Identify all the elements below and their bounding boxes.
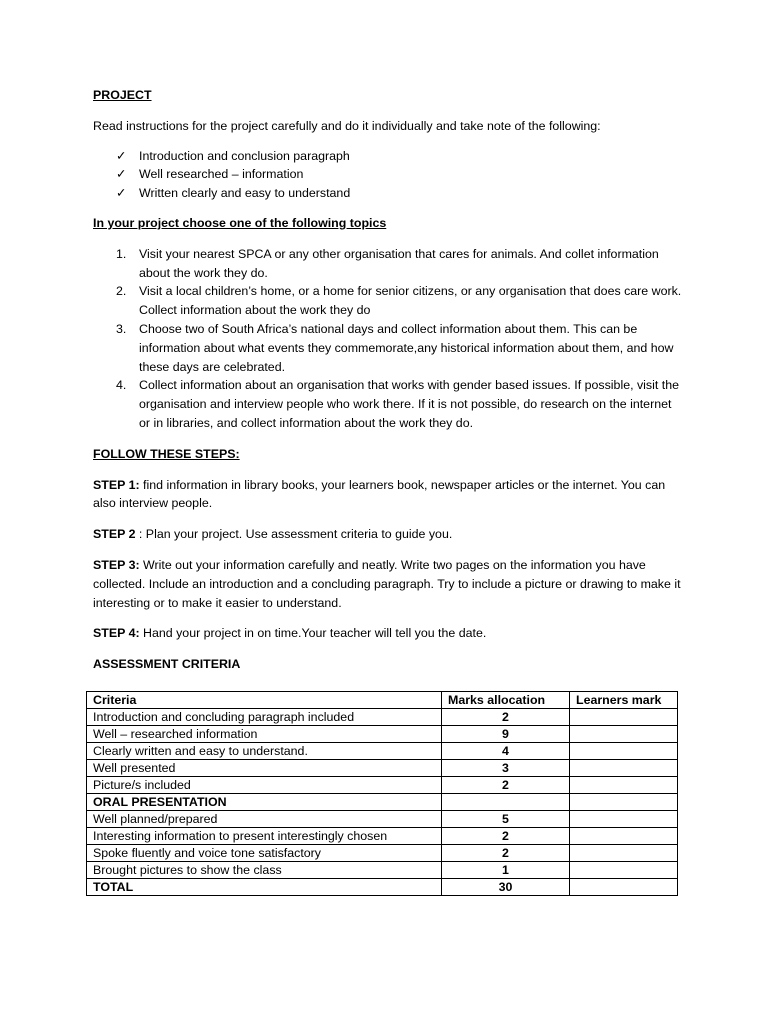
table-total-row bbox=[87, 879, 678, 896]
criteria-cell: Interesting information to present interestingly chosen bbox=[87, 828, 442, 845]
checklist bbox=[93, 147, 683, 203]
marks-cell: 2 bbox=[442, 845, 570, 862]
marks-cell: 1 bbox=[442, 862, 570, 879]
marks-cell: 30 bbox=[442, 879, 570, 896]
step-label: STEP 2 bbox=[93, 527, 136, 542]
topic-item: 2. Visit a local children’s home, or a home for senior citizens, or any organisation that does care work. Collect information about the work they do bbox=[116, 284, 682, 318]
marks-cell: 4 bbox=[442, 743, 570, 760]
checkmark-icon: ✓ bbox=[116, 186, 127, 201]
table-row bbox=[87, 709, 678, 726]
learner-mark-cell[interactable] bbox=[570, 828, 678, 845]
learner-mark-cell[interactable] bbox=[570, 709, 678, 726]
table-row bbox=[87, 845, 678, 862]
criteria-cell: Well – researched information bbox=[87, 726, 442, 743]
step-label: STEP 3: bbox=[93, 557, 140, 572]
intro-text: Read instructions for the project carefully and do it individually and take note of the following: bbox=[93, 118, 601, 133]
table-row bbox=[87, 743, 678, 760]
marks-cell: 2 bbox=[442, 828, 570, 845]
page-title: PROJECT bbox=[93, 88, 152, 102]
list-number: 4. bbox=[116, 378, 127, 393]
learner-mark-cell[interactable] bbox=[570, 879, 678, 896]
learner-mark-cell[interactable] bbox=[570, 862, 678, 879]
column-header: Criteria bbox=[87, 692, 442, 709]
learner-mark-cell[interactable] bbox=[570, 845, 678, 862]
step-paragraph: STEP 1: find information in library books, your learners book, newspaper articles or the internet. You can also interview people. bbox=[93, 477, 666, 511]
column-header: Learners mark bbox=[570, 692, 678, 709]
marks-cell: 3 bbox=[442, 760, 570, 777]
learner-mark-cell[interactable] bbox=[570, 794, 678, 811]
table-header-row bbox=[87, 692, 678, 709]
criteria-cell: Clearly written and easy to understand. bbox=[87, 743, 442, 760]
checklist-item: ✓ Written clearly and easy to understand bbox=[93, 184, 683, 203]
marks-cell: 2 bbox=[442, 709, 570, 726]
topic-item: 3. Choose two of South Africa’s national days and collect information about them. This can be information about what events they commemorate,any historical information about them, and how these days are celebrated. bbox=[116, 321, 674, 374]
marks-cell: 2 bbox=[442, 777, 570, 794]
topic-item: 1. Visit your nearest SPCA or any other organisation that cares for animals. And collet information about the work they do. bbox=[116, 246, 659, 280]
checkmark-icon: ✓ bbox=[116, 167, 127, 182]
checklist-item: ✓ Well researched – information bbox=[93, 165, 683, 184]
marks-cell bbox=[442, 794, 570, 811]
follow-steps-heading: FOLLOW THESE STEPS: bbox=[93, 446, 240, 461]
learner-mark-cell[interactable] bbox=[570, 743, 678, 760]
list-number: 1. bbox=[116, 246, 127, 261]
topics-list bbox=[93, 245, 683, 433]
learner-mark-cell[interactable] bbox=[570, 811, 678, 828]
topics-heading: In your project choose one of the following topics bbox=[93, 215, 387, 230]
step-paragraph: STEP 4: Hand your project in on time.Your teacher will tell you the date. bbox=[93, 626, 487, 641]
assessment-table bbox=[86, 691, 678, 896]
checklist-item: ✓ Introduction and conclusion paragraph bbox=[93, 147, 683, 166]
criteria-cell: Well planned/prepared bbox=[87, 811, 442, 828]
document-page bbox=[93, 86, 683, 674]
criteria-cell: Picture/s included bbox=[87, 777, 442, 794]
criteria-cell: Brought pictures to show the class bbox=[87, 862, 442, 879]
list-number: 3. bbox=[116, 321, 127, 336]
table-row bbox=[87, 777, 678, 794]
topic-item: 4. Collect information about an organisation that works with gender based issues. If possible, visit the organisation and interview people who work there. If it is not possible, do research on the internet or in libraries, and collect information about the work they do. bbox=[116, 378, 679, 430]
criteria-cell: ORAL PRESENTATION bbox=[87, 794, 442, 811]
step-paragraph: STEP 3: Write out your information carefully and neatly. Write two pages on the information you have collected. Include an introduction and a concluding paragraph. Try to include a picture or drawing to make it interesting or to make it easier to understand. bbox=[93, 557, 681, 610]
criteria-cell: Spoke fluently and voice tone satisfactory bbox=[87, 845, 442, 862]
table-row bbox=[87, 726, 678, 743]
learner-mark-cell[interactable] bbox=[570, 760, 678, 777]
list-number: 2. bbox=[116, 284, 127, 299]
table-row bbox=[87, 760, 678, 777]
table-row bbox=[87, 811, 678, 828]
checkmark-icon: ✓ bbox=[116, 148, 127, 163]
marks-cell: 5 bbox=[442, 811, 570, 828]
column-header: Marks allocation bbox=[442, 692, 570, 709]
assessment-heading: ASSESSMENT CRITERIA bbox=[93, 657, 241, 672]
learner-mark-cell[interactable] bbox=[570, 726, 678, 743]
table-section-row bbox=[87, 794, 678, 811]
criteria-cell: Introduction and concluding paragraph included bbox=[87, 709, 442, 726]
criteria-cell: Well presented bbox=[87, 760, 442, 777]
step-label: STEP 4: bbox=[93, 626, 140, 641]
table-row bbox=[87, 862, 678, 879]
criteria-cell: TOTAL bbox=[87, 879, 442, 896]
marks-cell: 9 bbox=[442, 726, 570, 743]
step-label: STEP 1: bbox=[93, 477, 140, 492]
learner-mark-cell[interactable] bbox=[570, 777, 678, 794]
table-row bbox=[87, 828, 678, 845]
step-paragraph: STEP 2 : Plan your project. Use assessment criteria to guide you. bbox=[93, 527, 453, 542]
